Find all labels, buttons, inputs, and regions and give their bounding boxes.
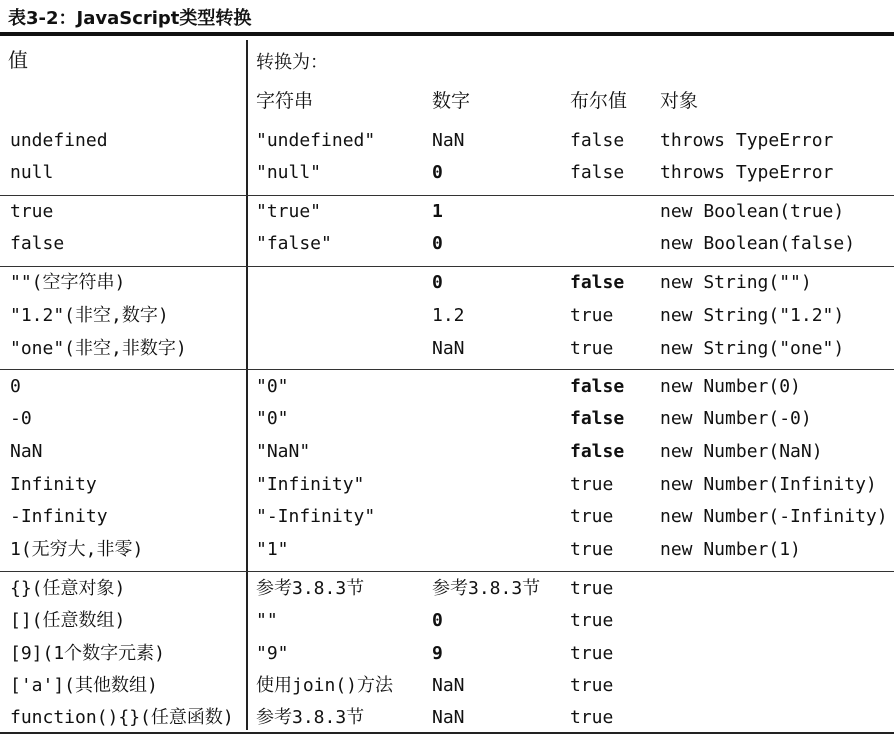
table-cell-boolean: false <box>570 272 625 293</box>
table-cell-number: 0 <box>432 162 443 183</box>
table-cell-value: ""(空字符串) <box>10 272 126 293</box>
table-cell-string: "-Infinity" <box>256 506 376 527</box>
table-cell-string: "NaN" <box>256 441 311 462</box>
table-cell-value: NaN <box>10 441 43 462</box>
table-cell-boolean: true <box>570 707 614 728</box>
table-cell-number: 参考3.8.3节 <box>432 578 541 599</box>
table-cell-object: throws TypeError <box>660 130 834 151</box>
table-cell-string: "0" <box>256 408 289 429</box>
table-cell-object: new Number(1) <box>660 539 801 560</box>
table-cell-string: "true" <box>256 201 322 222</box>
table-cell-value: false <box>10 233 65 254</box>
table-cell-string: "0" <box>256 376 289 397</box>
table-cell-value: Infinity <box>10 474 97 495</box>
table-cell-boolean: false <box>570 376 625 397</box>
table-cell-object: new Number(-0) <box>660 408 812 429</box>
table-cell-object: new String("1.2") <box>660 305 845 326</box>
table-cell-value: [](任意数组) <box>10 610 126 631</box>
table-caption: 表3-2：JavaScript类型转换 <box>8 8 252 29</box>
group-divider <box>0 571 894 572</box>
table-cell-object: new String("") <box>660 272 812 293</box>
table-cell-object: new Boolean(false) <box>660 233 856 254</box>
table-cell-object: new Number(0) <box>660 376 801 397</box>
table-cell-boolean: true <box>570 539 614 560</box>
table-cell-number: NaN <box>432 707 465 728</box>
group-divider <box>0 266 894 267</box>
table-cell-value: 1(无穷大,非零) <box>10 539 144 560</box>
string-column-header: 字符串 <box>256 90 314 112</box>
table-cell-number: NaN <box>432 338 465 359</box>
table-cell-string: "null" <box>256 162 322 183</box>
table-cell-boolean: true <box>570 474 614 495</box>
table-cell-object: new Number(Infinity) <box>660 474 877 495</box>
table-cell-string: "1" <box>256 539 289 560</box>
table-cell-value: null <box>10 162 54 183</box>
table-cell-value: {}(任意对象) <box>10 578 126 599</box>
bottom-rule <box>0 732 894 734</box>
table-cell-value: -Infinity <box>10 506 108 527</box>
table-cell-string: "" <box>256 610 278 631</box>
convert-to-header: 转换为： <box>256 52 328 73</box>
table-cell-boolean: true <box>570 610 614 631</box>
table-cell-value: true <box>10 201 54 222</box>
table-cell-value: [9](1个数字元素) <box>10 643 166 664</box>
number-column-header: 数字 <box>432 90 471 112</box>
table-cell-value: function(){}(任意函数) <box>10 707 234 728</box>
table-cell-object: new Boolean(true) <box>660 201 845 222</box>
table-cell-number: 0 <box>432 272 443 293</box>
table-cell-number: NaN <box>432 675 465 696</box>
table-cell-number: NaN <box>432 130 465 151</box>
table-cell-string: 参考3.8.3节 <box>256 578 365 599</box>
object-column-header: 对象 <box>660 90 699 112</box>
table-cell-string: "undefined" <box>256 130 376 151</box>
value-column-header: 值 <box>8 48 28 72</box>
table-cell-value: "one"(非空,非数字) <box>10 338 187 359</box>
table-cell-boolean: true <box>570 506 614 527</box>
table-cell-object: new String("one") <box>660 338 845 359</box>
column-divider <box>246 40 248 730</box>
table-cell-object: new Number(NaN) <box>660 441 823 462</box>
table-cell-boolean: true <box>570 338 614 359</box>
table-cell-object: throws TypeError <box>660 162 834 183</box>
table-cell-string: "Infinity" <box>256 474 365 495</box>
table-cell-value: -0 <box>10 408 32 429</box>
group-divider <box>0 369 894 370</box>
table-cell-number: 0 <box>432 610 443 631</box>
table-cell-boolean: true <box>570 578 614 599</box>
table-cell-string: "9" <box>256 643 289 664</box>
table-cell-number: 9 <box>432 643 443 664</box>
table-cell-value: undefined <box>10 130 108 151</box>
table-cell-value: "1.2"(非空,数字) <box>10 305 169 326</box>
table-cell-object: new Number(-Infinity) <box>660 506 888 527</box>
table-cell-string: "false" <box>256 233 332 254</box>
table-cell-number: 1 <box>432 201 443 222</box>
top-rule <box>0 32 894 36</box>
table-cell-value: ['a'](其他数组) <box>10 675 158 696</box>
table-cell-boolean: false <box>570 408 625 429</box>
table-cell-boolean: false <box>570 162 625 183</box>
table-cell-number: 0 <box>432 233 443 254</box>
table-cell-number: 1.2 <box>432 305 465 326</box>
table-cell-boolean: false <box>570 441 625 462</box>
table-cell-value: 0 <box>10 376 21 397</box>
group-divider <box>0 195 894 196</box>
table-cell-boolean: true <box>570 305 614 326</box>
boolean-column-header: 布尔值 <box>570 90 628 112</box>
table-cell-boolean: false <box>570 130 625 151</box>
table-cell-string: 参考3.8.3节 <box>256 707 365 728</box>
table-cell-boolean: true <box>570 643 614 664</box>
table-cell-boolean: true <box>570 675 614 696</box>
table-cell-string: 使用join()方法 <box>256 675 394 696</box>
